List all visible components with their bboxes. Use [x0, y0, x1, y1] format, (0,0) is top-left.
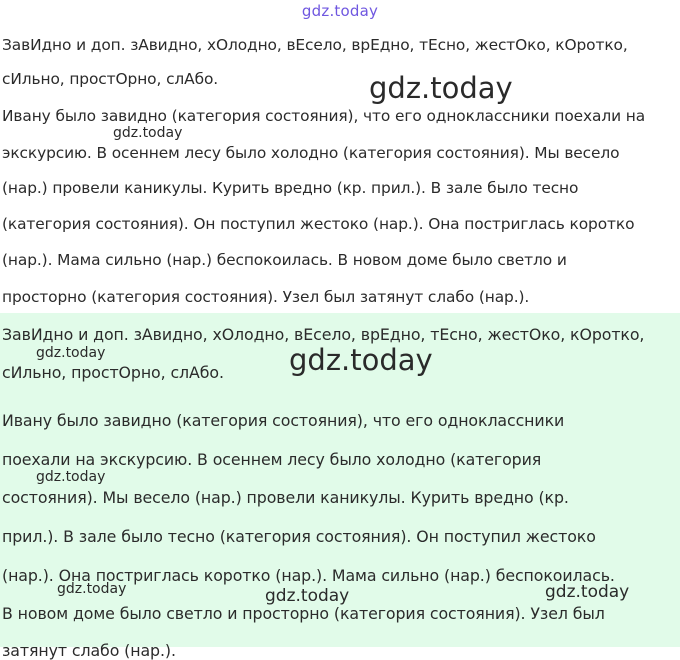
block2-line: В новом доме было светло и просторно (категория состояния). Узел был — [2, 604, 605, 623]
block1-line: (категория состояния). Он поступил жестоко (нар.). Она постриглась коротко — [2, 215, 635, 233]
watermark: gdz.today — [57, 581, 127, 597]
watermark: gdz.today — [113, 125, 183, 141]
watermark: gdz.today — [36, 345, 106, 361]
block2-line: Ивану было завидно (категория состояния), что его одноклассники — [2, 411, 565, 430]
block2-line: ЗавИдно и доп. зАвидно, хОлодно, вЕсело, врЕдно, тЕсно, жестОко, кОротко, — [2, 325, 645, 344]
watermark: gdz.today — [36, 469, 106, 485]
watermark: gdz.today — [265, 586, 350, 606]
block2-line: состояния). Мы весело (нар.) провели каникулы. Курить вредно (кр. — [2, 488, 569, 507]
block1-line: экскурсию. В осеннем лесу было холодно (категория состояния). Мы весело — [2, 144, 620, 162]
block2-line: поехали на экскурсию. В осеннем лесу было холодно (категория — [2, 450, 542, 469]
block1-line: просторно (категория состояния). Узел был затянут слабо (нар.). — [2, 288, 530, 306]
block1-line: (нар.). Мама сильно (нар.) беспокоилась. В новом доме было светло и — [2, 251, 567, 269]
block1-line: Ивану было завидно (категория состояния), что его одноклассники поехали на — [2, 107, 646, 125]
block1-line: ЗавИдно и доп. зАвидно, хОлодно, вЕсело, врЕдно, тЕсно, жестОко, кОротко, — [2, 36, 628, 54]
block1-line: (нар.) провели каникулы. Курить вредно (кр. прил.). В зале было тесно — [2, 179, 579, 197]
watermark: gdz.today — [545, 582, 630, 602]
block2-line: затянут слабо (нар.). — [2, 641, 176, 660]
block2-line: прил.). В зале было тесно (категория состояния). Он поступил жестоко — [2, 527, 596, 546]
block2-line: сИльно, простОрно, слАбо. — [2, 363, 224, 382]
block2-line: (нар.). Она постриглась коротко (нар.). Мама сильно (нар.) беспокоилась. — [2, 566, 615, 585]
watermark: gdz.today — [289, 343, 433, 377]
block1-line: сИльно, простОрно, слАбо. — [2, 70, 219, 88]
watermark: gdz.today — [369, 71, 513, 105]
watermark-top: gdz.today — [301, 2, 379, 20]
